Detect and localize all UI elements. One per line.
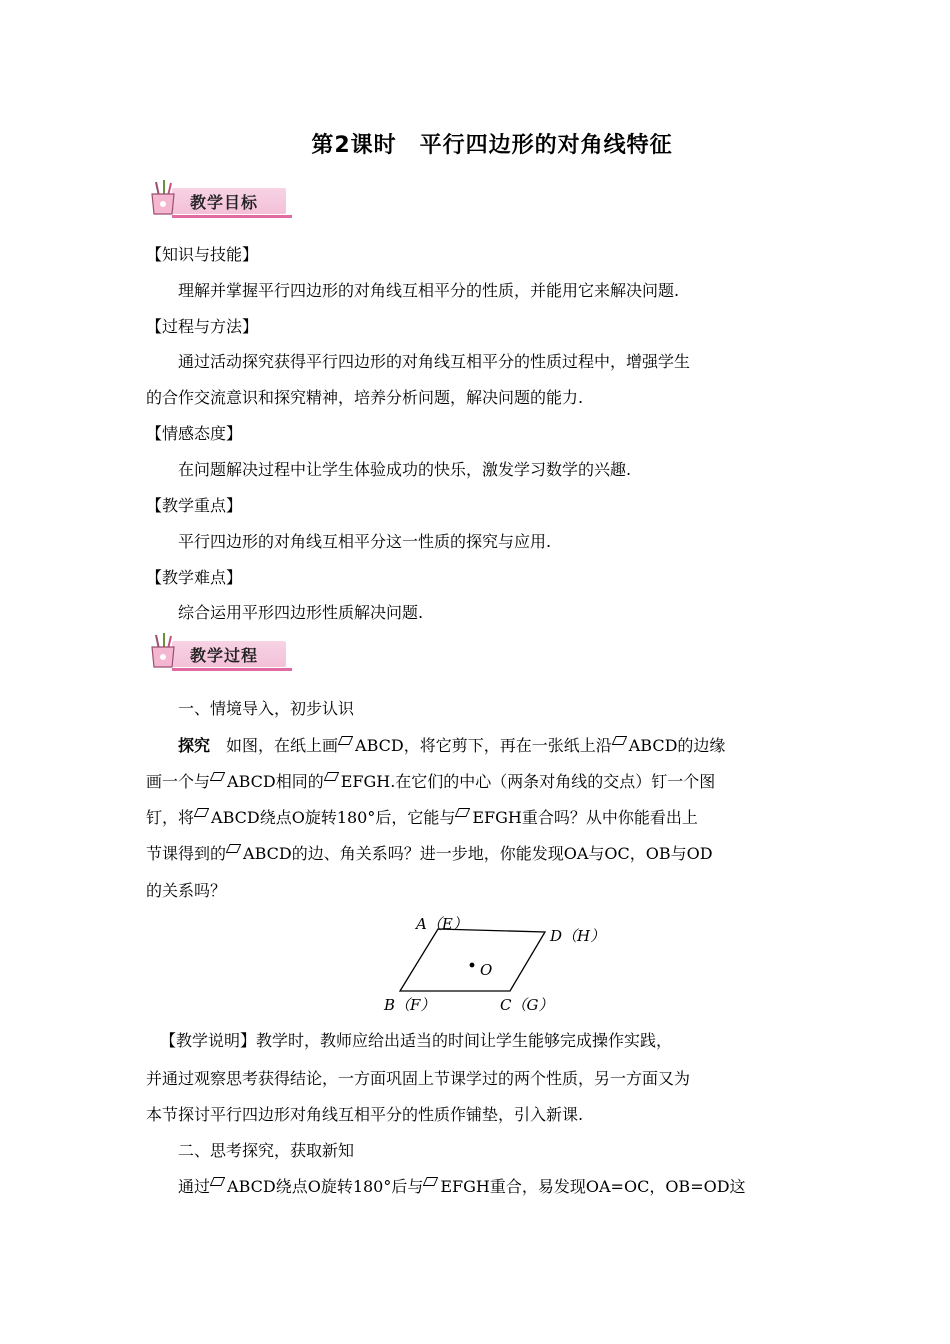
knowledge-heading: 【知识与技能】 bbox=[146, 245, 259, 264]
label-b: B（F） bbox=[384, 996, 436, 1014]
emotion-text: 在问题解决过程中让学生体验成功的快乐，激发学习数学的兴趣. bbox=[178, 460, 632, 479]
section-label: 教学过程 bbox=[190, 646, 259, 665]
pencil-cup-icon bbox=[146, 178, 180, 218]
explore-line-4 bbox=[146, 843, 713, 865]
key-point-text: 平行四边形的对角线互相平分这一性质的探究与应用. bbox=[178, 532, 552, 551]
text-run: ABCD绕点O旋转180°后与 bbox=[227, 1177, 424, 1196]
part2-line-1 bbox=[178, 1176, 746, 1198]
explore-label: 探究 bbox=[178, 736, 211, 755]
emotion-heading: 【情感态度】 bbox=[146, 424, 243, 443]
key-point-heading: 【教学重点】 bbox=[146, 496, 243, 515]
text-run: 钉，将 bbox=[146, 808, 195, 827]
parallelogram-shape bbox=[400, 929, 545, 991]
note-line-3: 本节探讨平行四边形对角线互相平分的性质作铺垫，引入新课. bbox=[146, 1105, 584, 1124]
label-a: A（E） bbox=[416, 915, 468, 933]
parallelogram-icon bbox=[226, 844, 241, 853]
label-c: C（G） bbox=[500, 996, 554, 1014]
parallelogram-icon bbox=[612, 736, 627, 745]
section-header-objectives bbox=[146, 180, 296, 220]
text-run: EFGH重合，易发现OA=OC，OB=OD这 bbox=[440, 1177, 746, 1196]
explore-line-5: 的关系吗？ bbox=[146, 881, 227, 900]
method-heading: 【过程与方法】 bbox=[146, 317, 259, 336]
text-run: ABCD绕点O旋转180°后，它能与 bbox=[211, 808, 456, 827]
pencil-cup-icon bbox=[146, 631, 180, 671]
difficulty-heading: 【教学难点】 bbox=[146, 568, 243, 587]
knowledge-text: 理解并掌握平行四边形的对角线互相平分的性质，并能用它来解决问题. bbox=[178, 281, 680, 300]
text-run: ABCD，将它剪下，再在一张纸上沿 bbox=[355, 736, 612, 755]
note-line-2: 并通过观察思考获得结论，一方面巩固上节课学过的两个性质，另一方面又为 bbox=[146, 1069, 691, 1088]
method-text-1: 通过活动探究获得平行四边形的对角线互相平分的性质过程中，增强学生 bbox=[178, 352, 691, 371]
part2-heading: 二、思考探究，获取新知 bbox=[178, 1141, 355, 1160]
label-o: O bbox=[480, 961, 493, 979]
part1-heading: 一、情境导入，初步认识 bbox=[178, 699, 355, 718]
note-line-1: 【教学说明】教学时，教师应给出适当的时间让学生能够完成操作实践， bbox=[160, 1031, 673, 1050]
parallelogram-icon bbox=[338, 736, 353, 745]
method-text-2: 的合作交流意识和探究精神，培养分析问题，解决问题的能力. bbox=[146, 388, 584, 407]
parallelogram-icon bbox=[423, 1177, 438, 1186]
center-point bbox=[470, 963, 475, 968]
section-label: 教学目标 bbox=[190, 193, 259, 212]
text-run: 如图，在纸上画 bbox=[210, 736, 339, 755]
explore-line-3 bbox=[146, 807, 698, 829]
parallelogram-icon bbox=[455, 808, 470, 817]
text-run: EFGH.在它们的中心（两条对角线的交点）钉一个图 bbox=[340, 772, 716, 791]
parallelogram-icon bbox=[324, 772, 339, 781]
text-run: ABCD相同的 bbox=[227, 772, 324, 791]
text-run: 通过 bbox=[178, 1177, 211, 1196]
parallelogram-icon bbox=[210, 772, 225, 781]
difficulty-text: 综合运用平形四边形性质解决问题. bbox=[178, 603, 424, 622]
label-d: D（H） bbox=[550, 927, 606, 945]
text-run: ABCD的边缘 bbox=[628, 736, 726, 755]
parallelogram-icon bbox=[210, 1177, 225, 1186]
explore-line-2 bbox=[146, 771, 715, 793]
text-run: ABCD的边、角关系吗？进一步地，你能发现OA与OC，OB与OD bbox=[243, 844, 713, 863]
section-header-process bbox=[146, 633, 296, 673]
text-run: EFGH重合吗？从中你能看出上 bbox=[472, 808, 698, 827]
page-title: 第2课时 平行四边形的对角线特征 bbox=[311, 133, 673, 158]
parallelogram-figure bbox=[370, 905, 610, 1020]
text-run: 节课得到的 bbox=[146, 844, 227, 863]
parallelogram-icon bbox=[194, 808, 209, 817]
text-run: 画一个与 bbox=[146, 772, 211, 791]
explore-line-1 bbox=[178, 735, 725, 757]
